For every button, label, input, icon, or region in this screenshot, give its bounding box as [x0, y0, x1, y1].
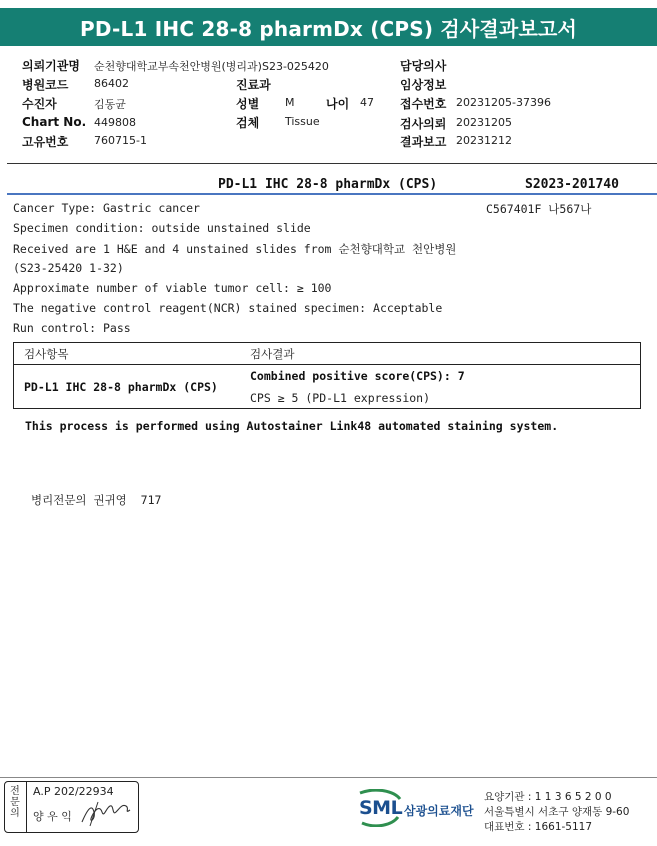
report-line: Specimen condition: outside unstained slide [13, 221, 311, 235]
table-header-result: 검사결과 [250, 347, 295, 361]
unique-id-label: 고유번호 [22, 135, 69, 149]
chart-no-value: 449808 [94, 116, 136, 129]
report-line: Cancer Type: Gastric cancer [13, 201, 200, 215]
footer-institution-code: 요양기관 : 1 1 3 6 5 2 0 0 [484, 791, 612, 803]
sex-label: 성별 [236, 97, 260, 111]
table-cell-item: PD-L1 IHC 28-8 pharmDx (CPS) [24, 380, 218, 394]
unique-id-value: 760715-1 [94, 134, 147, 147]
age-label: 나이 [326, 97, 350, 111]
page-title: PD-L1 IHC 28-8 pharmDx (CPS) 검사결과보고서 [79, 16, 578, 41]
department-label: 진료과 [236, 78, 271, 92]
report-test-name: PD-L1 IHC 28-8 pharmDx (CPS) [218, 177, 438, 192]
table-header-item: 검사항목 [24, 347, 69, 361]
stamp-name: 양 우 익 [33, 810, 72, 823]
age-value: 47 [360, 96, 374, 109]
request-date-label: 검사의뢰 [400, 117, 447, 131]
report-line: The negative control reagent(NCR) stained specimen: Acceptable [13, 301, 443, 315]
report-title-band [0, 8, 657, 46]
table-cell-result-sub: CPS ≥ 5 (PD-L1 expression) [250, 391, 431, 405]
footer-divider [0, 777, 657, 778]
specimen-value: Tissue [285, 115, 320, 128]
footer-address: 서울특별시 서초구 양재동 9-60 [484, 806, 630, 818]
logo-organization-name: 삼광의료재단 [404, 804, 474, 818]
receipt-no-value: 20231205-37396 [456, 96, 551, 109]
request-date-value: 20231205 [456, 116, 512, 129]
sex-value: M [285, 96, 295, 109]
report-line: Received are 1 H&E and 4 unstained slides from 순천향대학교 천안병원 [13, 242, 457, 256]
receipt-no-label: 접수번호 [400, 97, 447, 111]
doctor-label: 담당의사 [400, 59, 447, 73]
logo-sml-text: SML [359, 797, 403, 819]
report-line: (S23-25420 1-32) [13, 261, 124, 275]
header-divider [7, 163, 657, 164]
process-note: This process is performed using Autostainer Link48 automated staining system. [25, 419, 559, 433]
handwritten-signature [78, 798, 134, 830]
pathologist-signature: 병리전문의 권귀영 717 [31, 493, 162, 507]
footer-phone: 대표번호 : 1661-5117 [484, 821, 593, 833]
stamp-vertical-label: 전문의 [10, 786, 20, 819]
block-id: C567401F 나567나 [486, 202, 592, 216]
report-date-value: 20231212 [456, 134, 512, 147]
chart-no-label: Chart No. [22, 115, 87, 129]
institution-value: 순천향대학교부속천안병원(병리과)S23-025420 [94, 60, 329, 73]
report-title-rule [7, 193, 657, 195]
report-id: S2023-201740 [525, 177, 619, 192]
stamp-ap-number: A.P 202/22934 [33, 785, 114, 798]
hospital-code-value: 86402 [94, 77, 129, 90]
institution-label: 의뢰기관명 [22, 59, 80, 73]
results-table-divider [13, 364, 641, 365]
report-line: Run control: Pass [13, 321, 131, 335]
specimen-label: 검체 [236, 116, 260, 130]
patient-value: 김동균 [94, 98, 126, 111]
table-cell-result-main: Combined positive score(CPS): 7 [250, 369, 465, 383]
patient-label: 수진자 [22, 97, 57, 111]
report-line: Approximate number of viable tumor cell: ≥ 100 [13, 281, 332, 295]
stamp-divider [26, 781, 27, 833]
report-date-label: 결과보고 [400, 135, 447, 149]
clinical-info-label: 임상정보 [400, 78, 447, 92]
hospital-code-label: 병원코드 [22, 78, 69, 92]
